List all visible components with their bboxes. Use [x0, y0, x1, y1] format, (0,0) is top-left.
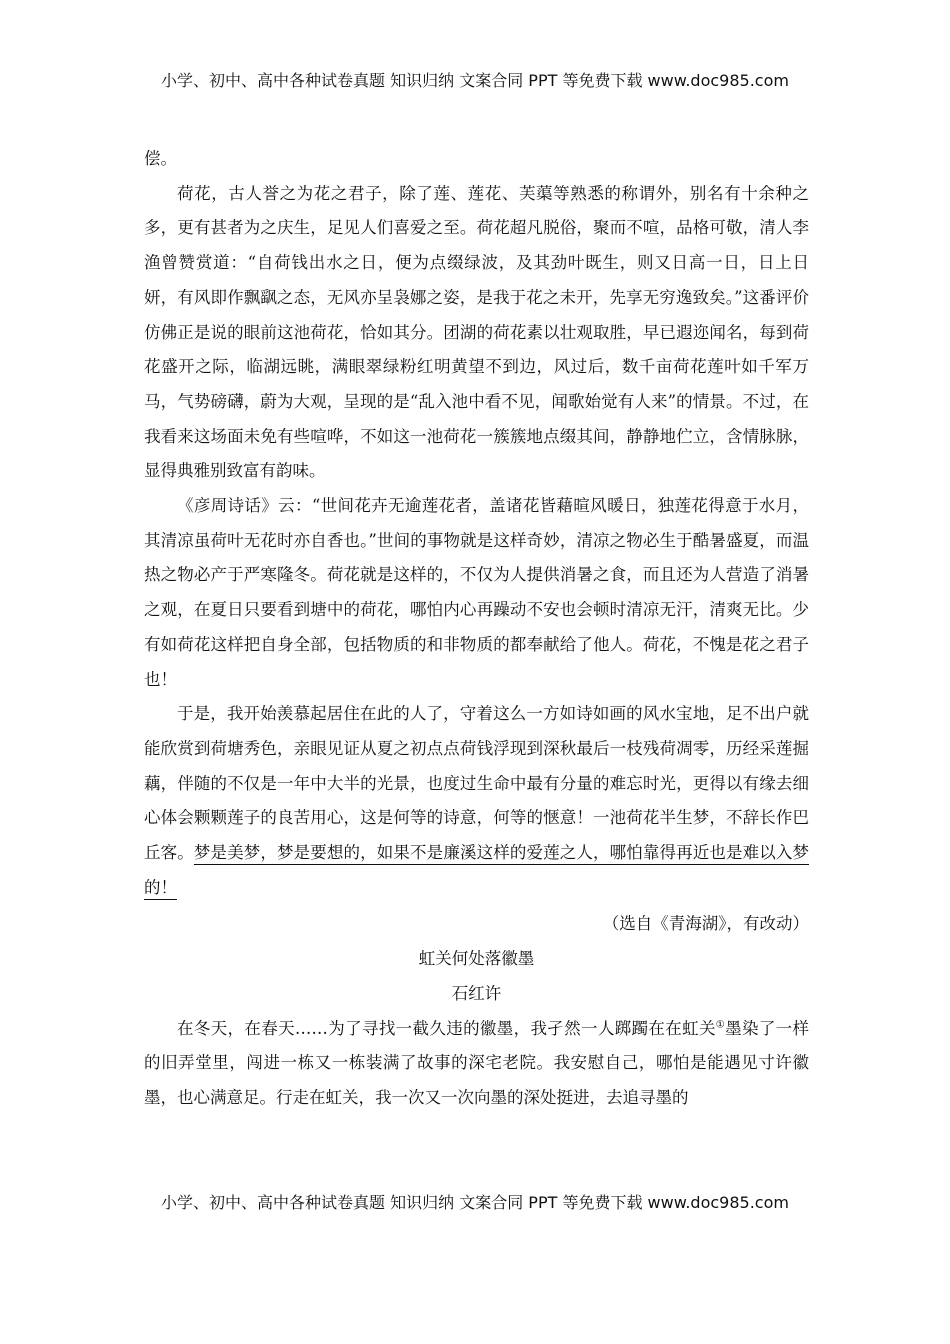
- page-header: 小学、初中、高中各种试卷真题 知识归纳 文案合同 PPT 等免费下载 www.doc985.com: [161, 71, 789, 90]
- article-title: 虹关何处落徽墨: [418, 949, 535, 969]
- article-author: 石红许: [451, 983, 502, 1003]
- page-footer: 小学、初中、高中各种试卷真题 知识归纳 文案合同 PPT 等免费下载 www.doc985.com: [161, 1193, 789, 1212]
- paragraph-text: 墨染了一样的旧弄堂里，闯进一栋又一栋装满了故事的深宅老院。我安慰自己，哪怕是能遇见寸许徽墨，也心满意足。行走在虹关，我一次又一次向墨的深处挺进，去追寻墨的: [144, 1018, 810, 1107]
- paragraph-text: 在冬天，在春天……为了寻找一截久违的徽墨，我孑然一人踯躅在在虹关: [177, 1018, 716, 1038]
- source-citation: （选自《青海湖》，有改动）: [602, 914, 809, 934]
- paragraph-lead: 偿。: [144, 149, 177, 168]
- paragraph-yanzhou-poetry: 《彦周诗话》云：“世间花卉无逾莲花者，盖诸花皆藉暄风暖日，独莲花得意于水月，其清凉虽荷叶无花时亦自香也。”世间的事物就是这样奇妙，清凉之物必生于酷暑盛夏，而温热之物必产于严寒隆冬。荷花就是这样的，不仅为人提供消暑之食，而且还为人营造了消暑之观，在夏日只要看到塘中的荷花，哪怕内心再躁动不安也会顿时清凉无汗，清爽无比。少有如荷花这样把自身全部，包括物质的和非物质的都奉献给了他人。荷花，不愧是花之君子也！: [144, 496, 809, 689]
- document-body: [144, 142, 809, 1116]
- paragraph-lotus-gentleman: 荷花，古人誉之为花之君子，除了莲、莲花、芙蕖等熟悉的称谓外，别名有十余种之多，更有甚者为之庆生，足见人们喜爱之至。荷花超凡脱俗，聚而不喧，品格可敬，清人李渔曾赞赏道：“自荷钱出水之日，便为点缀绿波，及其劲叶既生，则又日高一日，日上日妍，有风即作飘飖之态，无风亦呈袅娜之姿，是我于花之未开，先享无穷逸致矣。”这番评价仿佛正是说的眼前这池荷花，恰如其分。团湖的荷花素以壮观取胜，早已遐迩闻名，每到荷花盛开之际，临湖远眺，满眼翠绿粉红明黄望不到边，风过后，数千亩荷花莲叶如千军万马，气势磅礴，蔚为大观，呈现的是“乱入池中看不见，闻歌始觉有人来”的情景。不过，在我看来这场面未免有些喧哗，不如这一池荷花一簇簇地点缀其间，静静地伫立，含情脉脉，显得典雅别致富有韵味。: [144, 183, 809, 481]
- paragraph-text: 于是，我开始羡慕起居住在此的人了，守着这么一方如诗如画的风水宝地，足不出户就能欣赏到荷塘秀色，亲眼见证从夏之初点点荷钱浮现到深秋最后一枝残荷凋零，历经采莲掘藕，伴随的不仅是一年中大半的光景，也度过生命中最有分量的难忘时光，更得以有缘去细心体会颗颗莲子的良苦用心，这是何等的诗意，何等的惬意！一池荷花半生梦，不辞长作巴丘客。: [144, 704, 809, 863]
- paragraph-hongguan: [144, 1012, 809, 1116]
- footnote-marker: ①: [715, 1019, 726, 1031]
- paragraph-envy-residents: [144, 697, 809, 905]
- underlined-sentence: 梦是美梦，梦是要想的，如果不是廉溪这样的爱莲之人，哪怕靠得再近也是难以入梦的！: [144, 843, 810, 897]
